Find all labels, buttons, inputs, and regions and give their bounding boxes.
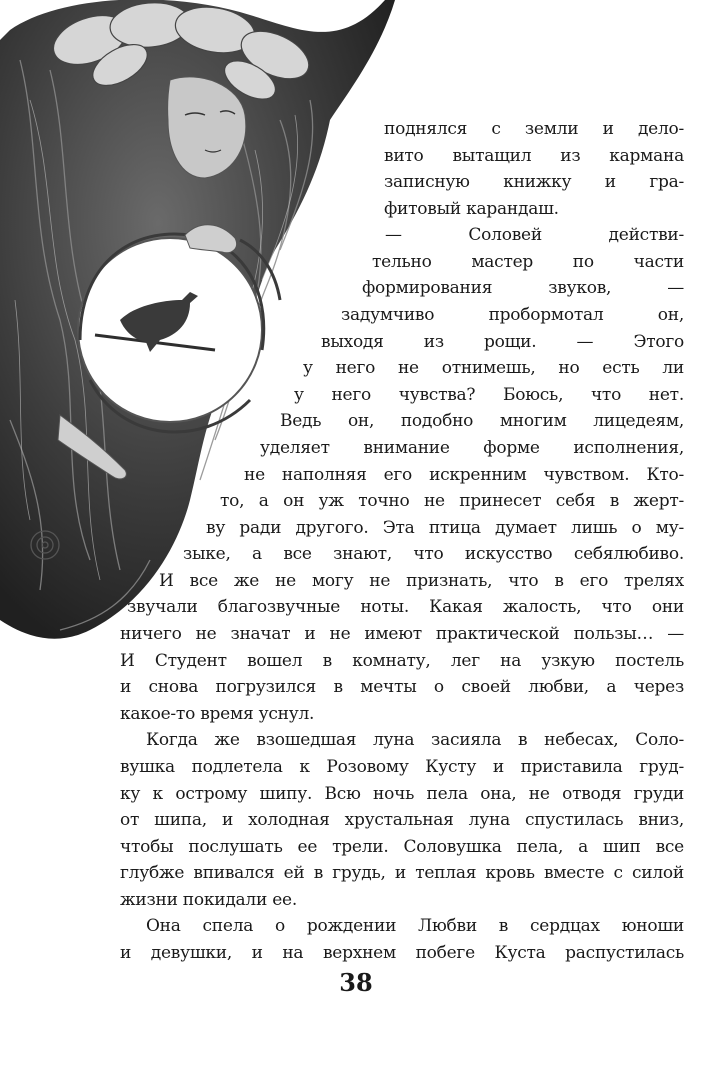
text-line: поднялся с земли и дело- — [384, 119, 684, 139]
text-line: и снова погрузился в мечты о своей любви, а через — [120, 677, 684, 697]
text-line: Она спела о рождении Любви в сердцах юноши — [146, 916, 684, 936]
text-line: то, а он уж точно не принесет себя в жерт- — [220, 491, 684, 511]
text-line: глубже впивался ей в грудь, и теплая кровь вместе с силой — [120, 863, 684, 883]
text-line: задумчиво пробормотал он, — [341, 305, 684, 325]
text-line: формирования звуков, — — [362, 278, 684, 298]
text-line: от шипа, и холодная хрустальная луна спустилась вниз, — [120, 810, 684, 830]
text-line: ничего не значат и не имеют практической пользы… — — [120, 624, 684, 644]
text-line: И все же не могу не признать, что в его трелях — [159, 571, 684, 591]
text-line: чтобы послушать ее трели. Соловушка пела, а шип все — [120, 837, 684, 857]
text-line: фитовый карандаш. — [384, 199, 559, 219]
text-line: зыке, а все знают, что искусство себялюбиво. — [183, 544, 684, 564]
text-line: И Студент вошел в комнату, лег на узкую постель — [120, 651, 684, 671]
text-line: записную книжку и гра- — [384, 172, 684, 192]
text-line: тельно мастер по части — [372, 252, 684, 272]
text-line: какое-то время уснул. — [120, 704, 315, 724]
text-line: Когда же взошедшая луна засияла в небесах, Соло- — [146, 730, 684, 750]
text-line: — Соловей действи- — [385, 225, 684, 245]
text-line: Ведь он, подобно многим лицедеям, — [280, 411, 684, 431]
text-line: жизни покидали ее. — [120, 890, 297, 910]
text-line: звучали благозвучные ноты. Какая жалость, что они — [127, 597, 684, 617]
text-line: ку к острому шипу. Всю ночь пела она, не отводя груди — [120, 784, 684, 804]
page-number: 38 — [339, 968, 373, 997]
text-line: не наполняя его искренним чувством. Кто- — [244, 465, 684, 485]
text-line: вито вытащил из кармана — [384, 146, 684, 166]
text-line: у него не отнимешь, но есть ли — [303, 358, 684, 378]
text-line: вушка подлетела к Розовому Кусту и приставила груд- — [120, 757, 684, 777]
text-line: ву ради другого. Эта птица думает лишь о му- — [206, 518, 684, 538]
text-line: выходя из рощи. — Этого — [321, 332, 684, 352]
text-line: и девушки, и на верхнем побеге Куста распустилась — [120, 943, 684, 963]
text-line: уделяет внимание форме исполнения, — [260, 438, 684, 458]
text-line: у него чувства? Боюсь, что нет. — [294, 385, 684, 405]
